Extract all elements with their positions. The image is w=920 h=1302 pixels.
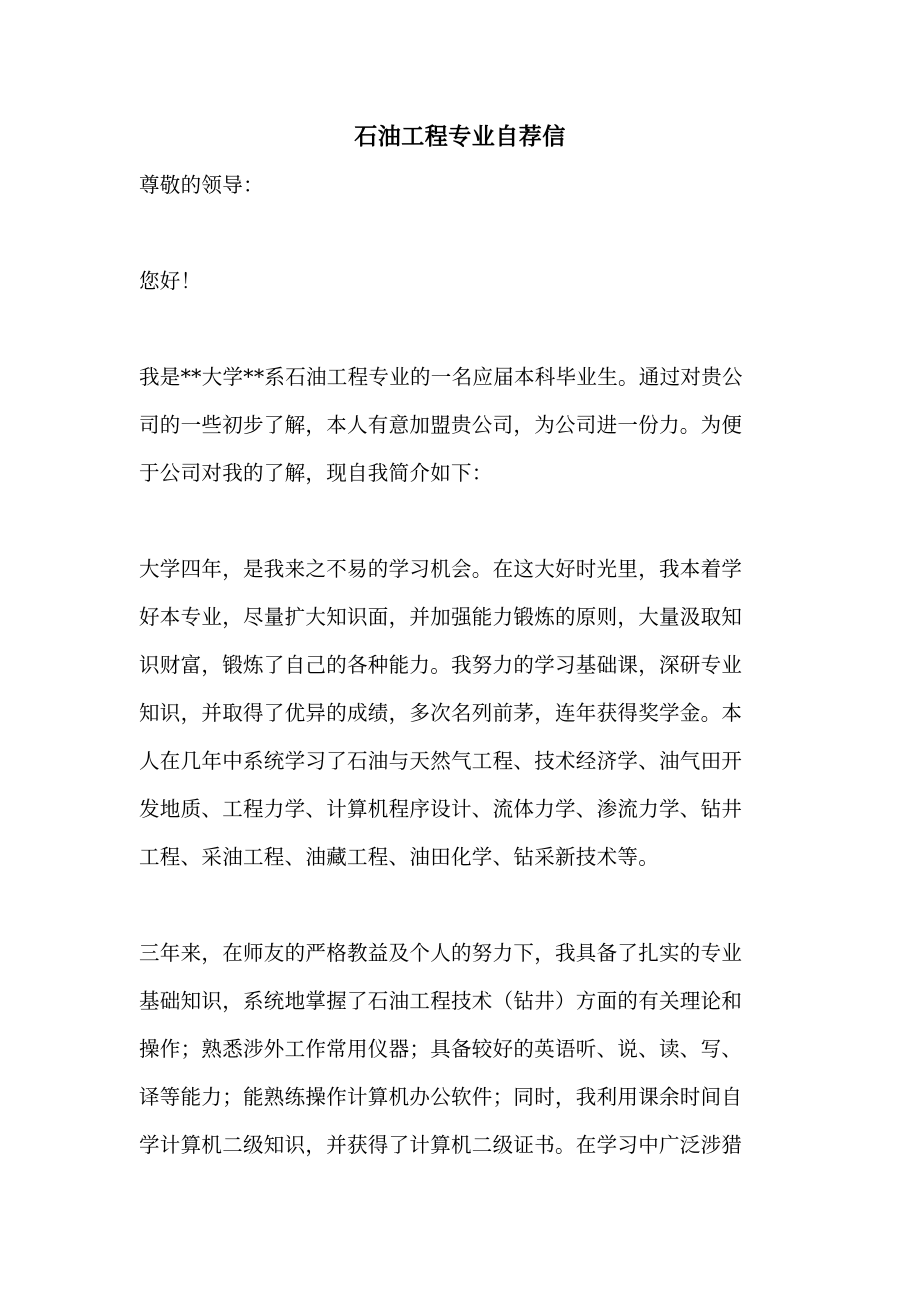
paragraph-1-line-2: 司的一些初步了解，本人有意加盟贵公司，为公司进一份力。为便 — [139, 413, 743, 437]
paragraph-3-line-2: 基础知识，系统地掌握了石油工程技术（钻井）方面的有关理论和 — [139, 989, 743, 1013]
paragraph-2-line-6: 发地质、工程力学、计算机程序设计、流体力学、渗流力学、钻井 — [139, 797, 743, 821]
paragraph-2-line-7: 工程、采油工程、油藏工程、油田化学、钻采新技术等。 — [139, 845, 659, 869]
paragraph-2-line-3: 识财富，锻炼了自己的各种能力。我努力的学习基础课，深研专业 — [139, 653, 743, 677]
paragraph-2-line-5: 人在几年中系统学习了石油与天然气工程、技术经济学、油气田开 — [139, 749, 743, 773]
paragraph-2-line-1: 大学四年，是我来之不易的学习机会。在这大好时光里，我本着学 — [139, 557, 743, 581]
document-title: 石油工程专业自荐信 — [354, 123, 566, 150]
paragraph-3-line-3: 操作；熟悉涉外工作常用仪器；具备较好的英语听、说、读、写、 — [139, 1037, 743, 1061]
paragraph-2-line-4: 知识，并取得了优异的成绩，多次名列前茅，连年获得奖学金。本 — [139, 701, 743, 725]
salutation: 尊敬的领导： — [139, 173, 264, 197]
paragraph-3-line-4: 译等能力；能熟练操作计算机办公软件；同时，我利用课余时间自 — [139, 1085, 743, 1109]
paragraph-3-line-1: 三年来，在师友的严格教益及个人的努力下，我具备了扎实的专业 — [139, 941, 743, 965]
paragraph-1-line-3: 于公司对我的了解，现自我简介如下： — [139, 461, 493, 485]
paragraph-3-line-5: 学计算机二级知识，并获得了计算机二级证书。在学习中广泛涉猎 — [139, 1133, 743, 1157]
paragraph-1-line-1: 我是**大学**系石油工程专业的一名应届本科毕业生。通过对贵公 — [139, 365, 743, 389]
paragraph-2-line-2: 好本专业，尽量扩大知识面，并加强能力锻炼的原则，大量汲取知 — [139, 605, 743, 629]
greeting: 您好！ — [139, 269, 202, 293]
